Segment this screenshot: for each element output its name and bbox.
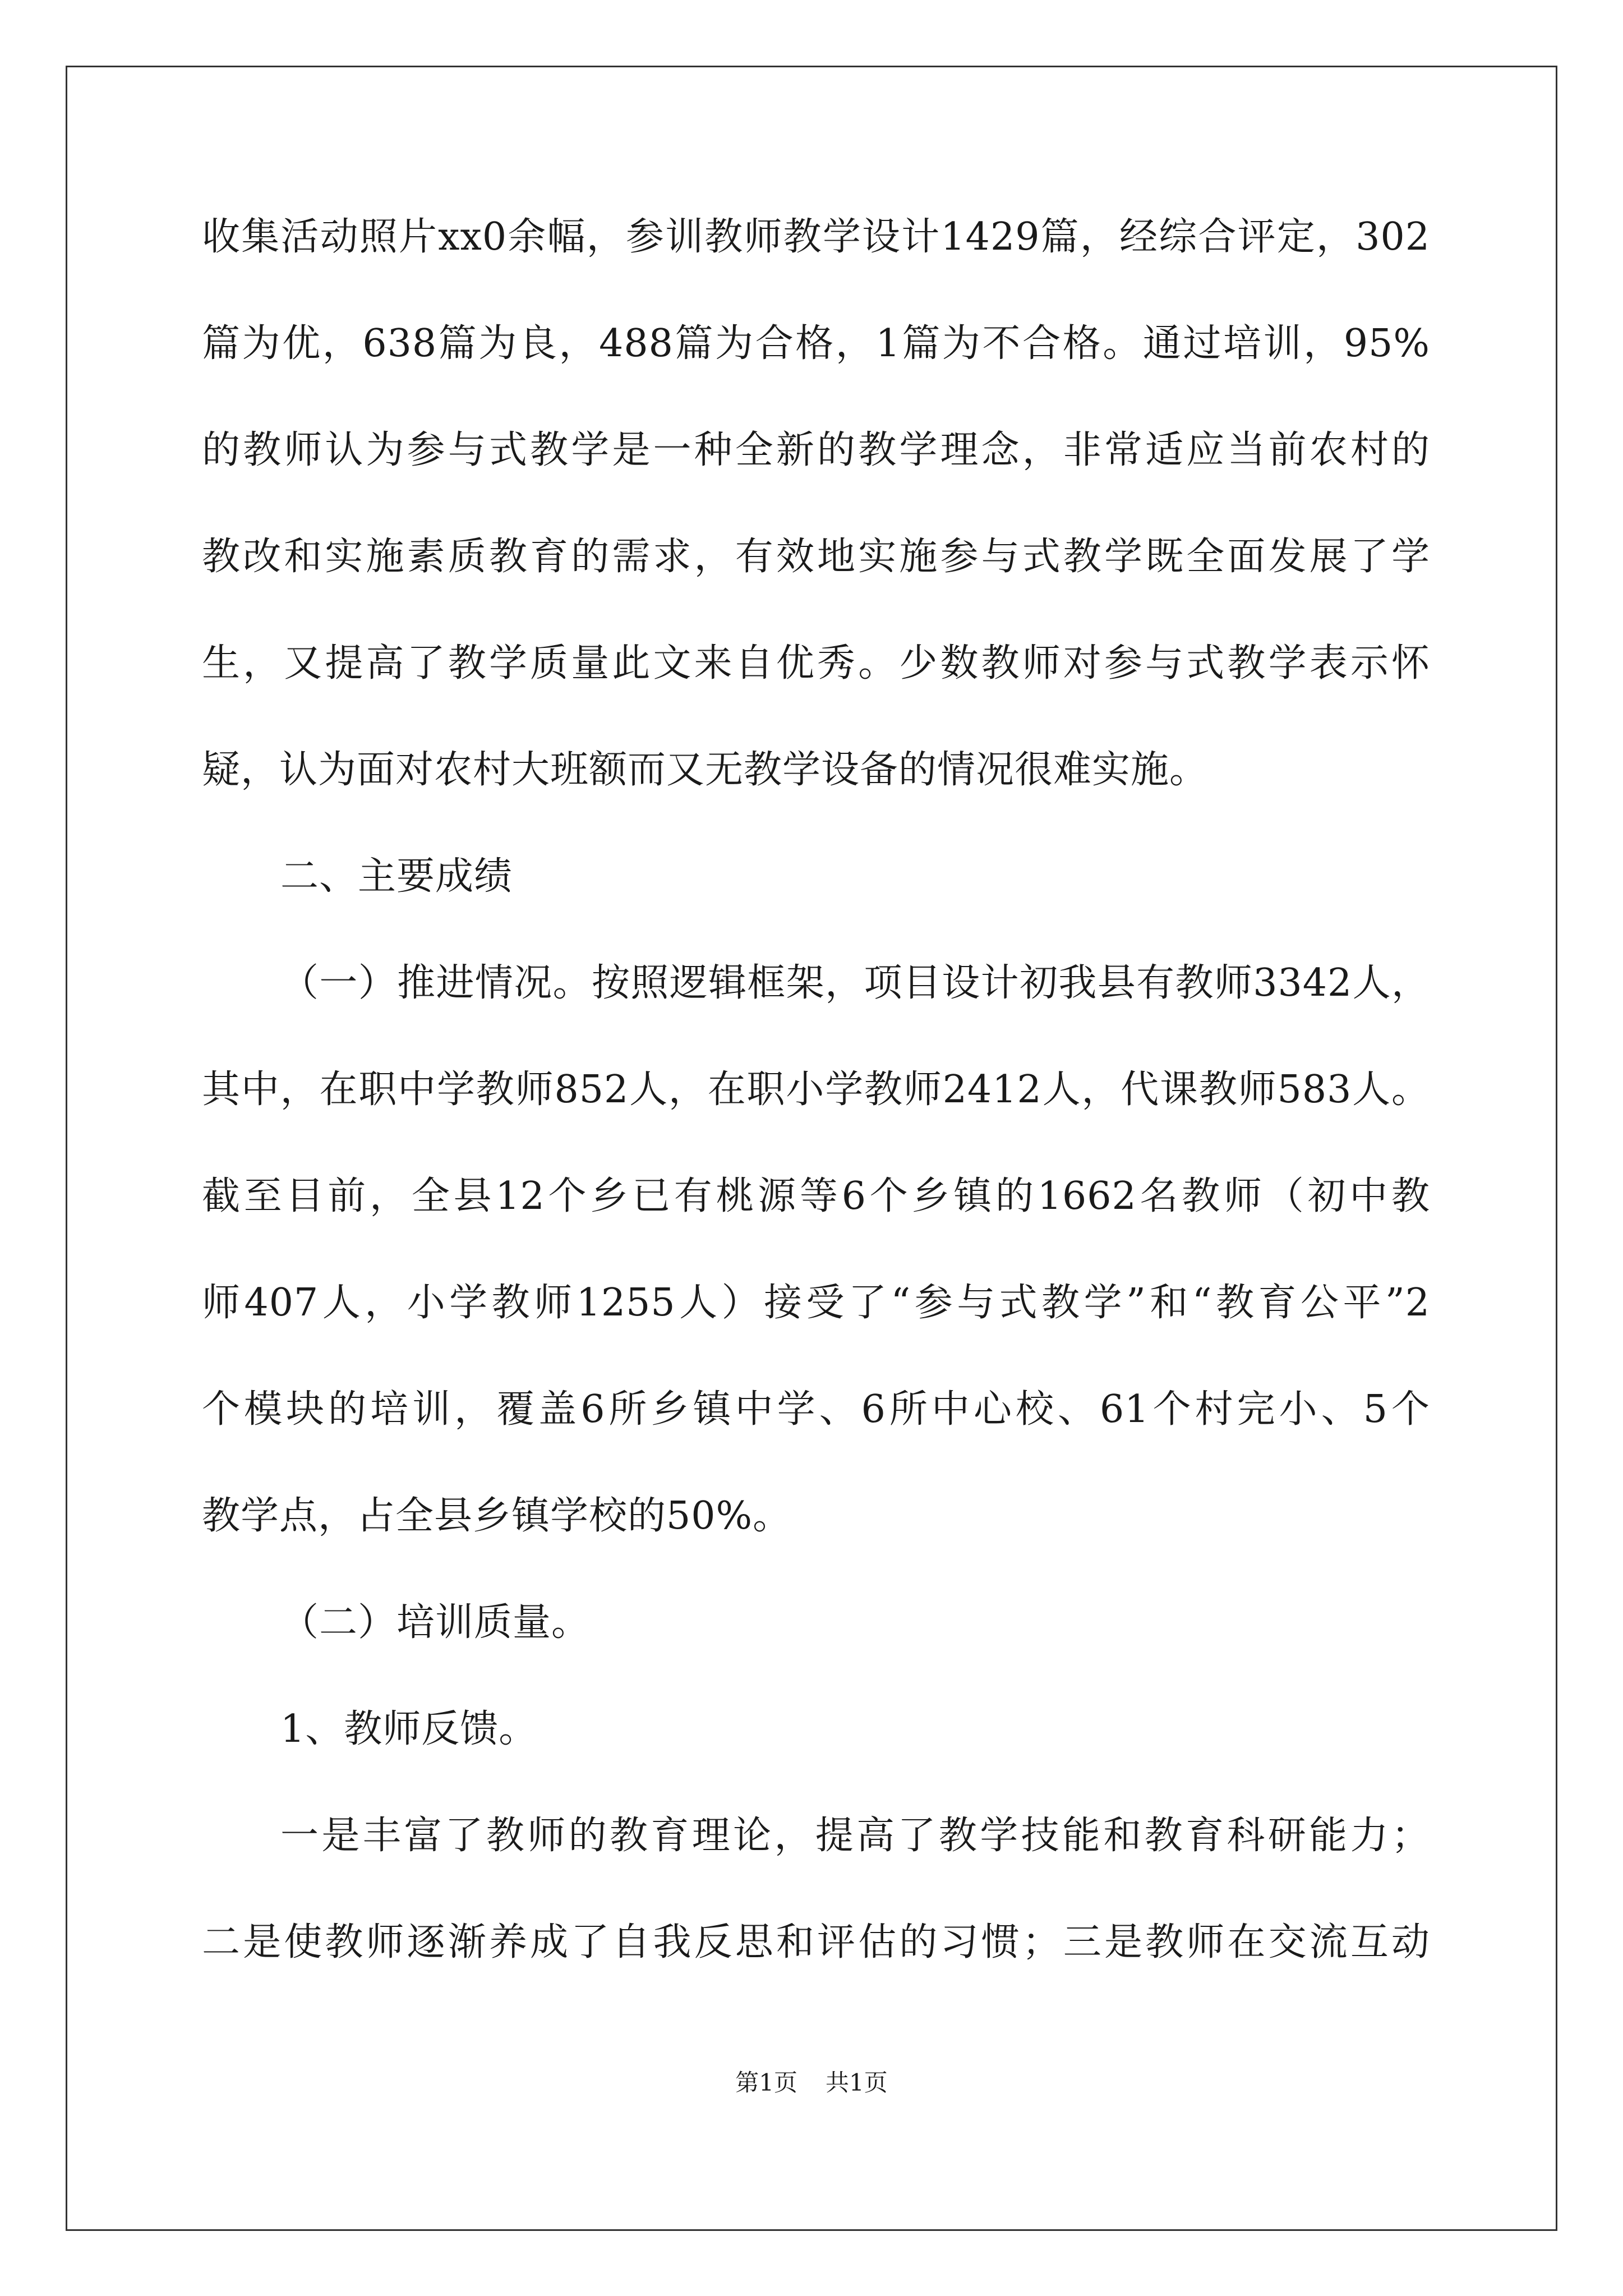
page-number: 第1页 — [735, 2069, 797, 2096]
text-line-10: 截至目前，全县12个乡已有桃源等6个乡镇的1662名教师（初中教 — [202, 1175, 1430, 1218]
text-line-2: 篇为优，638篇为良，488篇为合格，1篇为不合格。通过培训，95% — [202, 323, 1430, 365]
document-body — [202, 216, 1430, 2028]
page-footer — [0, 2069, 1623, 2097]
text-line-9: 其中，在职中学教师852人，在职小学教师2412人，代课教师583人。 — [202, 1069, 1430, 1111]
text-line-5: 生，又提高了教学质量此文来自优秀。少数教师对参与式教学表示怀 — [202, 642, 1430, 685]
section-heading: 二、主要成绩 — [280, 855, 513, 898]
text-line-13: 教学点，占全县乡镇学校的50%。 — [202, 1495, 792, 1538]
text-line-8: （一）推进情况。按照逻辑框架，项目设计初我县有教师3342人， — [280, 962, 1430, 1005]
text-line-6: 疑，认为面对农村大班额而又无教学设备的情况很难实施。 — [202, 749, 1209, 792]
text-line-16: 一是丰富了教师的教育理论，提高了教学技能和教育科研能力； — [280, 1815, 1430, 1857]
item-heading: 1、教师反馈。 — [280, 1708, 538, 1751]
text-line-1: 收集活动照片xx0余幅，参训教师教学设计1429篇，经综合评定，302 — [202, 216, 1430, 259]
subsection-heading: （二）培训质量。 — [280, 1602, 591, 1644]
text-line-11: 师407人，小学教师1255人）接受了“参与式教学”和“教育公平”2 — [202, 1282, 1430, 1324]
text-line-17: 二是使教师逐渐养成了自我反思和评估的习惯；三是教师在交流互动 — [202, 1921, 1430, 1964]
text-line-12: 个模块的培训，覆盖6所乡镇中学、6所中心校、61个村完小、5个 — [202, 1388, 1430, 1431]
page-total: 共1页 — [826, 2069, 888, 2096]
text-line-3: 的教师认为参与式教学是一种全新的教学理念，非常适应当前农村的 — [202, 429, 1430, 472]
text-line-4: 教改和实施素质教育的需求，有效地实施参与式教学既全面发展了学 — [202, 536, 1430, 578]
